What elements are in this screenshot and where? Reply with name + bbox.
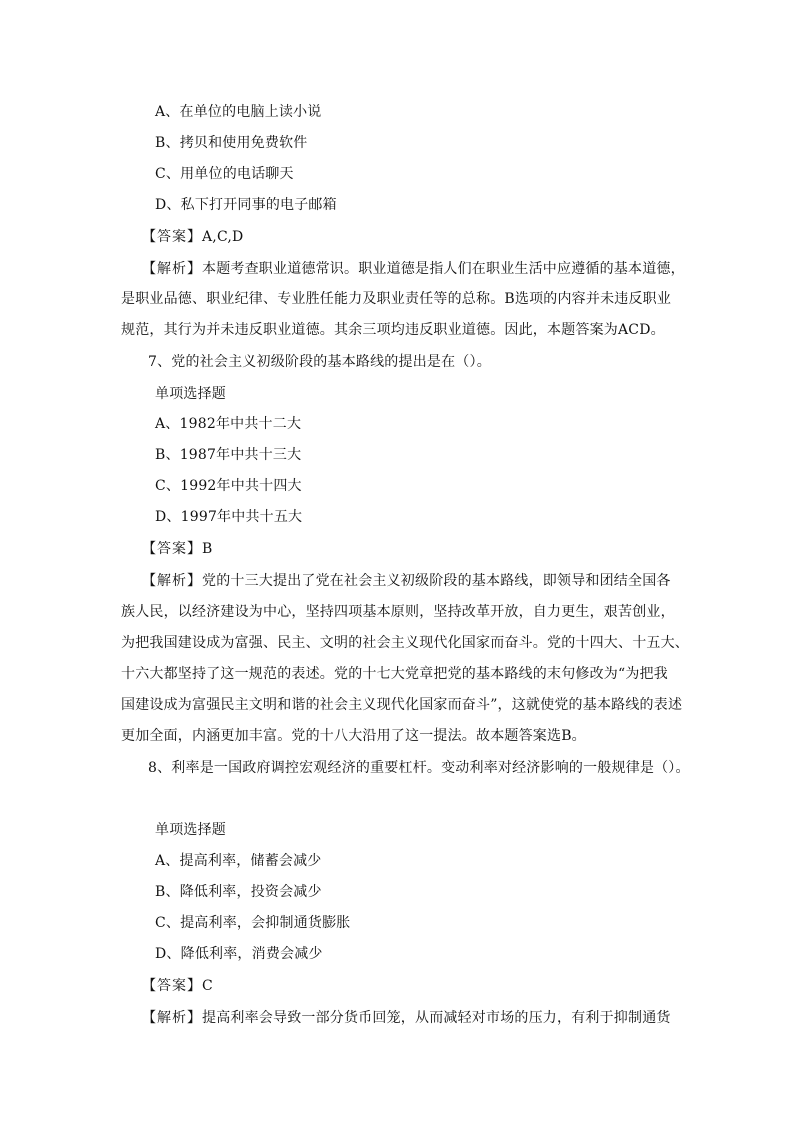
option-text: B、拷贝和使用免费软件: [155, 135, 308, 151]
q6-option-b: [0, 134, 794, 152]
analysis-text: 十六大都坚持了这一规范的表述。党的十七大党章把党的基本路线的末句修改为“为把我: [121, 666, 668, 682]
analysis-text: 本题考查职业道德常识。职业道德是指人们在职业生活中应遵循的基本道德，: [202, 261, 685, 277]
option-text: C、用单位的电话聊天: [155, 166, 294, 182]
q6-option-d: [0, 196, 794, 214]
option-text: A、提高利率，储蓄会减少: [155, 853, 322, 869]
analysis-text: 为把我国建设成为富强、民主、文明的社会主义现代化国家而奋斗。党的十四大、十五大、: [121, 635, 689, 651]
q7-option-c: [0, 477, 794, 495]
analysis-text: 族人民，以经济建设为中心，坚持四项基本原则，坚持改革开放，自力更生，艰苦创业，: [121, 604, 675, 620]
q6-option-a: [0, 103, 794, 121]
answer-value: A,C,D: [202, 229, 244, 245]
answer-value: B: [202, 541, 213, 557]
q6-answer: [0, 228, 794, 246]
q7-analysis-line-1: [0, 572, 794, 590]
q7-option-b: [0, 446, 794, 464]
q7-option-a: [0, 415, 794, 433]
option-text: C、提高利率，会抑制通货膨胀: [155, 915, 351, 931]
q8-option-b: [0, 883, 794, 901]
analysis-tag: 【解析】: [142, 261, 202, 277]
option-text: D、1997年中共十五大: [155, 509, 303, 525]
q8-type: [0, 821, 794, 839]
option-text: D、降低利率，消费会减少: [155, 946, 323, 962]
answer-tag: 【答案】: [142, 541, 202, 557]
q7-option-d: [0, 508, 794, 526]
q6-analysis-line-3: [0, 321, 794, 339]
analysis-text: 提高利率会导致一部分货币回笼，从而减轻对市场的压力，有利于抑制通货: [202, 1010, 671, 1026]
q6-analysis-line-1: [0, 260, 794, 278]
question-type: 单项选择题: [155, 822, 226, 838]
answer-tag: 【答案】: [142, 978, 202, 994]
q7-type: [0, 385, 794, 403]
q8-option-a: [0, 852, 794, 870]
option-text: A、在单位的电脑上读小说: [155, 104, 322, 120]
q8-stem: [0, 759, 794, 777]
q7-analysis-line-6: [0, 727, 794, 745]
option-text: A、1982年中共十二大: [155, 416, 302, 432]
analysis-tag: 【解析】: [142, 573, 202, 589]
analysis-text: 更加全面，内涵更加丰富。党的十八大沿用了这一提法。故本题答案选B。: [121, 728, 586, 744]
q7-analysis-line-3: [0, 634, 794, 652]
question-stem: 8、利率是一国政府调控宏观经济的重要杠杆。变动利率对经济影响的一般规律是（）。: [148, 760, 690, 776]
analysis-text: 规范，其行为并未违反职业道德。其余三项均违反职业道德。因此，本题答案为ACD。: [121, 322, 665, 338]
q7-stem: [0, 353, 794, 371]
analysis-text: 国建设成为富强民主文明和谐的社会主义现代化国家而奋斗”，这就使党的基本路线的表述: [121, 697, 683, 713]
q8-option-c: [0, 914, 794, 932]
option-text: B、1987年中共十三大: [155, 447, 302, 463]
q7-answer: [0, 540, 794, 558]
answer-value: C: [202, 978, 213, 994]
q7-analysis-line-4: [0, 665, 794, 683]
q7-analysis-line-5: [0, 696, 794, 714]
analysis-text: 党的十三大提出了党在社会主义初级阶段的基本路线，即领导和团结全国各: [202, 573, 671, 589]
q7-analysis-line-2: [0, 603, 794, 621]
q8-analysis-line-1: [0, 1009, 794, 1027]
option-text: C、1992年中共十四大: [155, 478, 302, 494]
q8-answer: [0, 977, 794, 995]
option-text: B、降低利率，投资会减少: [155, 884, 322, 900]
q6-analysis-line-2: [0, 290, 794, 308]
question-stem: 7、党的社会主义初级阶段的基本路线的提出是在（）。: [148, 354, 491, 370]
analysis-text: 是职业品德、职业纪律、专业胜任能力及职业责任等的总称。B选项的内容并未违反职业: [121, 291, 672, 307]
q8-option-d: [0, 945, 794, 963]
q6-option-c: [0, 165, 794, 183]
question-type: 单项选择题: [155, 386, 226, 402]
option-text: D、私下打开同事的电子邮箱: [155, 197, 337, 213]
answer-tag: 【答案】: [142, 229, 202, 245]
analysis-tag: 【解析】: [142, 1010, 202, 1026]
